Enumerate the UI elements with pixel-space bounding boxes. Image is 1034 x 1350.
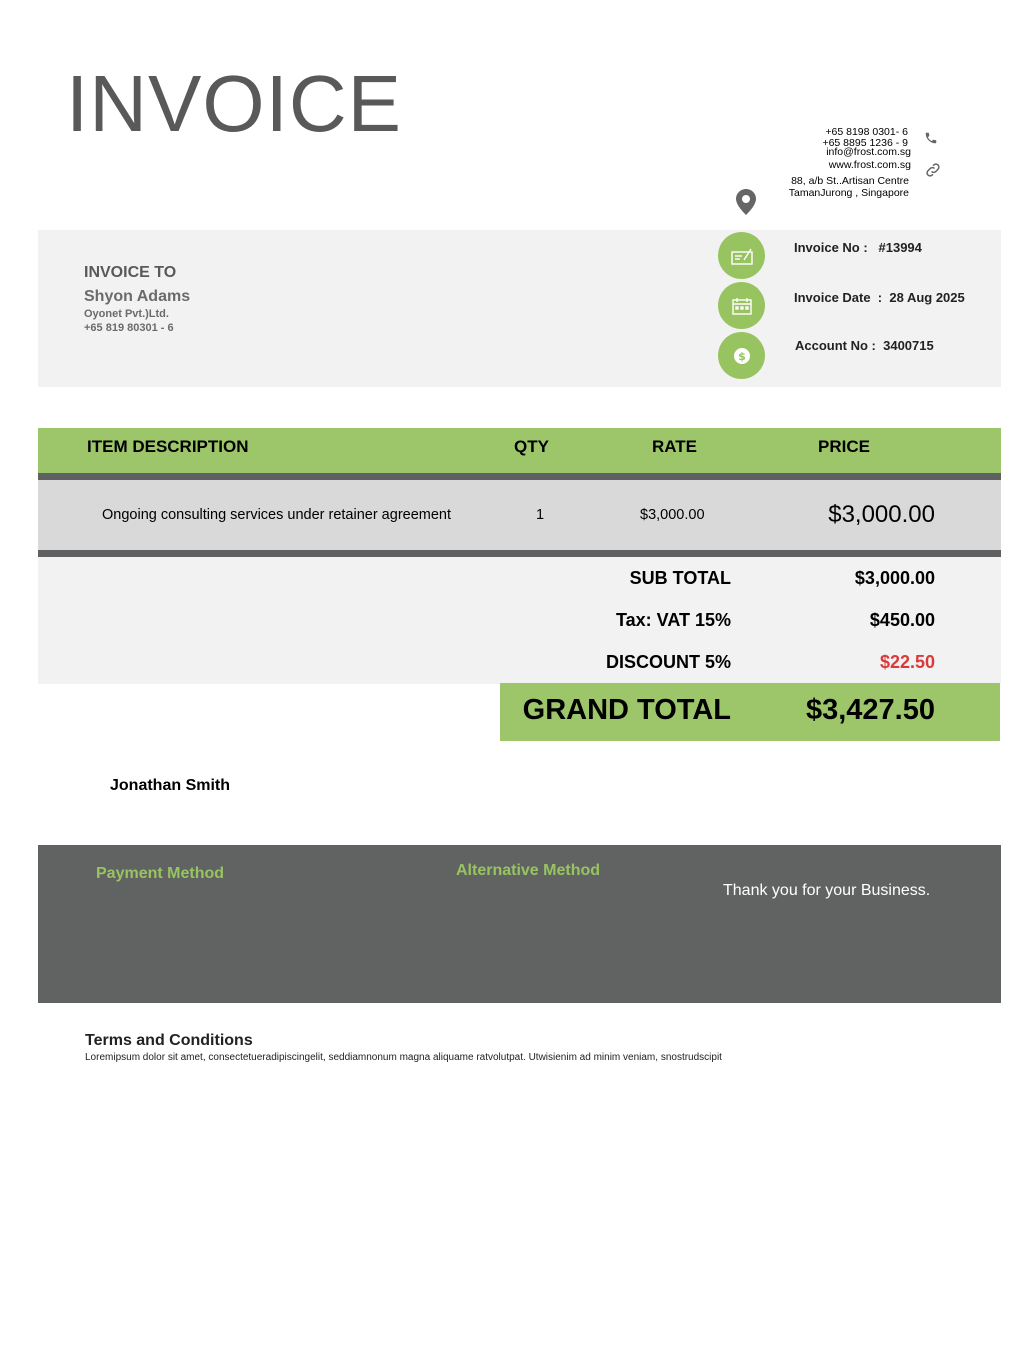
invoice-to-label: INVOICE TO — [84, 264, 177, 281]
address-line-2: TamanJurong , Singapore — [788, 187, 909, 200]
item-qty: 1 — [536, 507, 545, 523]
client-company: Oyonet Pvt.)Ltd. — [84, 308, 169, 320]
col-header-price: PRICE — [818, 437, 870, 456]
location-pin-icon — [736, 189, 756, 220]
terms-text: Loremipsum dolor sit amet, consectetueradipiscingelit, seddiamnonum magna aliquame ratvolutpat. Utwisienim ad minim veniam, snostrudscipit — [85, 1052, 722, 1063]
dollar-icon — [718, 332, 765, 379]
table-divider-top — [38, 473, 1001, 480]
invoice-title: INVOICE — [66, 59, 402, 148]
item-description: Ongoing consulting services under retainer agreement — [102, 507, 452, 523]
invoice-number: Invoice No : #13994 — [794, 240, 922, 255]
email-text: info@frost.com.sg — [826, 146, 911, 158]
subtotal-value: $3,000.00 — [854, 568, 935, 588]
terms-title: Terms and Conditions — [85, 1032, 253, 1049]
col-header-rate: RATE — [652, 437, 698, 456]
client-name: Shyon Adams — [84, 288, 191, 305]
tax-value: $450.00 — [869, 610, 935, 630]
grand-total-label: GRAND TOTAL — [522, 694, 731, 726]
invoice-date: Invoice Date : 28 Aug 2025 — [794, 290, 965, 305]
col-header-qty: QTY — [514, 437, 549, 456]
signature-name: Jonathan Smith — [110, 777, 231, 794]
tax-label: Tax: VAT 15% — [615, 610, 731, 630]
thank-you-message: Thank you for your Business. — [723, 882, 931, 899]
contact-web — [711, 146, 911, 171]
col-header-description: ITEM DESCRIPTION — [87, 437, 249, 456]
phone-2: +65 8895 1236 - 9 — [822, 137, 908, 150]
table-divider-bottom — [38, 550, 1001, 557]
payment-method-label: Payment Method — [96, 865, 225, 882]
grand-total-value: $3,427.50 — [805, 694, 935, 726]
check-icon — [718, 232, 765, 279]
client-phone: +65 819 80301 - 6 — [84, 322, 174, 334]
phone-icon — [924, 130, 938, 151]
svg-text:$: $ — [737, 349, 746, 363]
discount-label: DISCOUNT 5% — [605, 652, 731, 672]
link-icon — [924, 161, 942, 184]
address-line-1: 88, a/b St..Artisan Centre — [791, 175, 909, 187]
subtotal-label: SUB TOTAL — [629, 568, 731, 588]
alternative-method-label: Alternative Method — [456, 862, 601, 879]
phone-1: +65 8198 0301- 6 — [825, 126, 908, 138]
item-rate: $3,000.00 — [640, 507, 705, 523]
discount-value: $22.50 — [879, 652, 935, 672]
website-text: www.frost.com.sg — [828, 159, 911, 172]
item-price: $3,000.00 — [828, 501, 935, 528]
calendar-icon — [718, 282, 765, 329]
account-number: Account No : 3400715 — [795, 338, 934, 353]
